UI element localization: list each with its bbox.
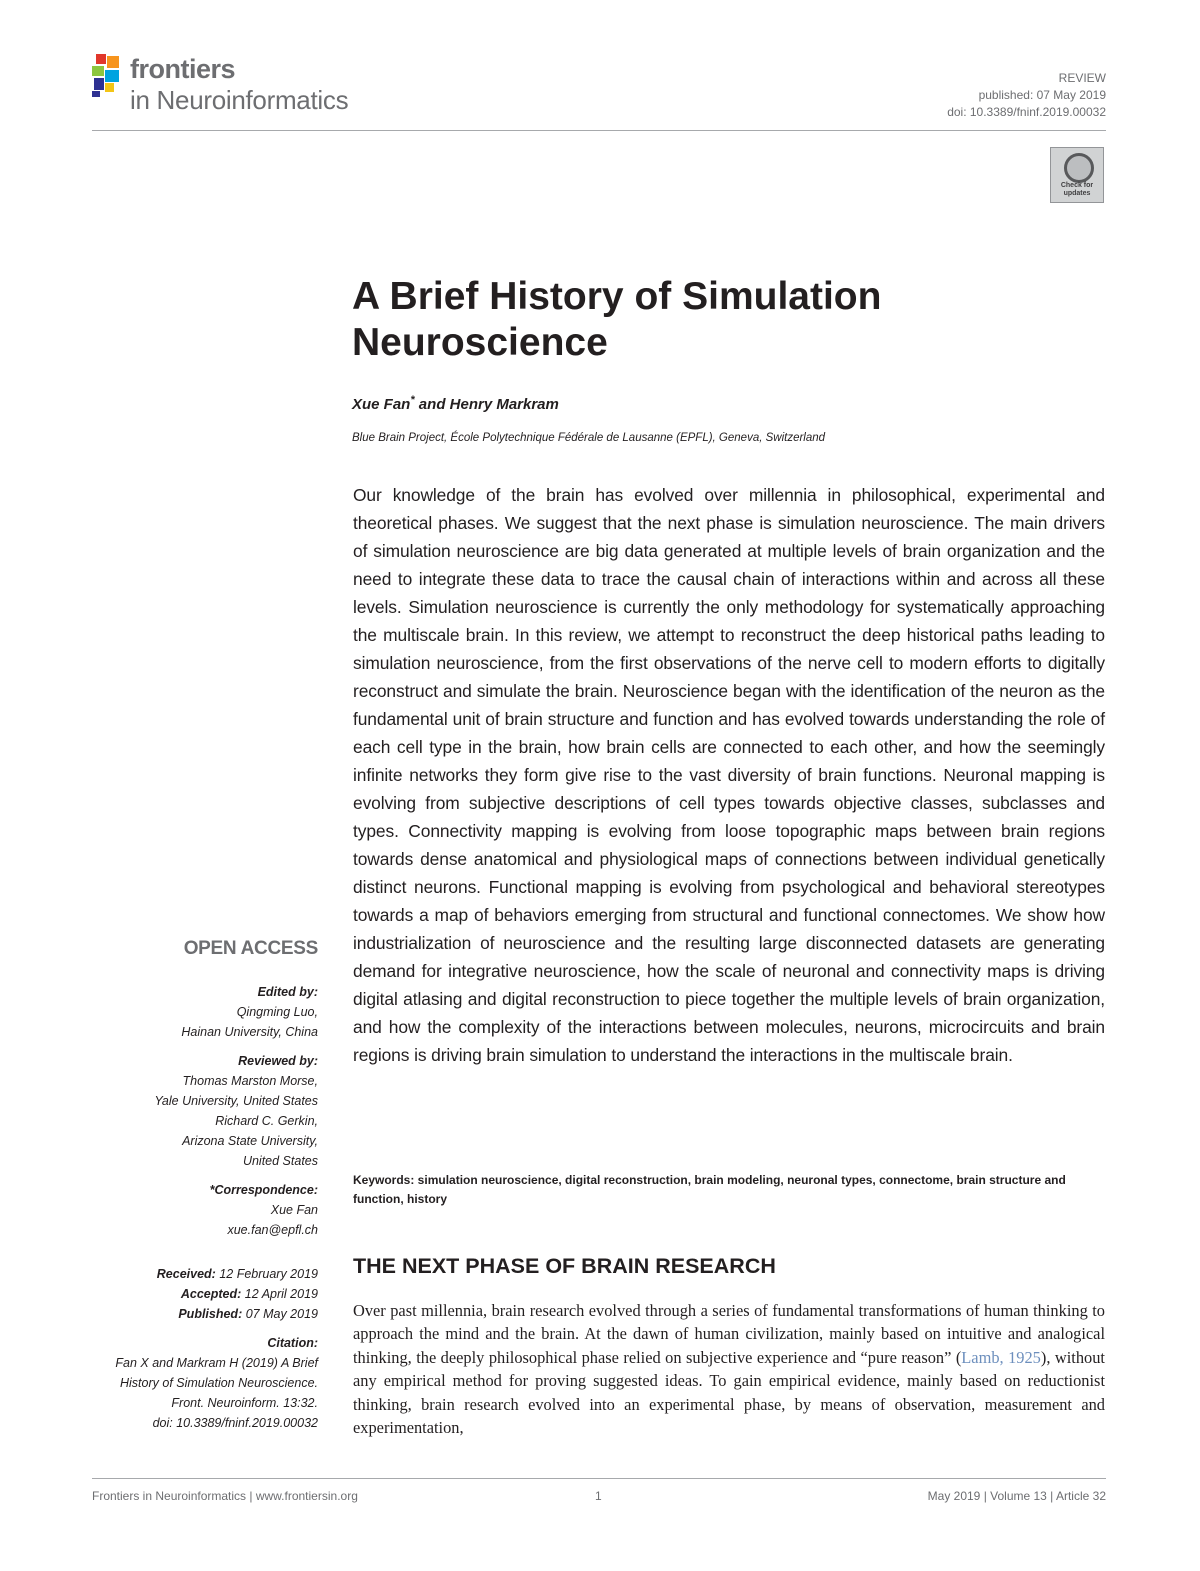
affiliation: Blue Brain Project, École Polytechnique Fédérale de Lausanne (EPFL), Geneva, Switzerland xyxy=(352,432,826,444)
abstract: Our knowledge of the brain has evolved over millennia in philosophical, experimental and theoretical phases. We suggest that the next phase is simulation neuroscience. The main drivers of simulation neuroscience are big data generated at multiple levels of brain organization and the need to integrate these data to trace the causal chain of interactions within and across all these levels. Simulation neuroscience is currently the only methodology for systematically approaching the multiscale brain. In this review, we attempt to reconstruct the deep historical paths leading to simulation neuroscience, from the first observations of the nerve cell to modern efforts to digitally reconstruct and simulate the brain. Neuroscience began with the identification of the neuron as the fundamental unit of brain structure and function and has evolved towards understanding the role of each cell type in the brain, how brain cells are connected to each other, and how the seemingly infinite networks they form give rise to the vast diversity of brain functions. Neuronal mapping is evolving from subjective descriptions of cell types towards objective classes, subclasses and types. Connectivity mapping is evolving from loose topographic maps between brain regions towards dense anatomical and physiological maps of connections between individual genetically distinct neurons. Functional mapping is evolving from psychological and behavioral stereotypes towards a map of behaviors emerging from structural and functional connectomes. We show how industrialization of neuroscience and the resulting large disconnected datasets are generating demand for integrative neuroscience, how the scale of neuronal and connectivity maps is driving digital atlasing and digital reconstruction to piece together the multiple levels of brain organization, and how the complexity of the interactions between molecules, neurons, microcircuits and brain regions is driving brain simulation to understand the interactions in the multiscale brain. xyxy=(353,485,1105,1065)
update-icon xyxy=(1064,153,1094,183)
editor-name: Qingming Luo, xyxy=(236,1005,318,1019)
journal-brand: frontiers xyxy=(130,54,236,84)
correspondence-email[interactable]: xue.fan@epfl.ch xyxy=(227,1223,318,1237)
open-access-label: OPEN ACCESS xyxy=(183,938,318,959)
editor-affiliation: Hainan University, China xyxy=(181,1025,318,1039)
body-text: Over past millennia, brain research evolved through a series of fundamental transformations of human thinking to approach the mind and the brain. At the dawn of human civilization, mainly based on intuitive and analogical thinking, the deeply philosophical phase relied on subjective experience and “pure reason” ( xyxy=(353,1301,1105,1367)
edited-by-label: Edited by: xyxy=(257,985,318,999)
footer-journal-link[interactable]: Frontiers in Neuroinformatics | www.frontiersin.org xyxy=(92,1489,358,1503)
citation-link[interactable]: Lamb, 1925 xyxy=(961,1347,1041,1367)
reviewer-name: Thomas Marston Morse, xyxy=(182,1074,318,1088)
article-title xyxy=(352,274,1072,366)
citation-text: Fan X and Markram H (2019) A Brief xyxy=(115,1356,318,1370)
journal-logo xyxy=(90,52,390,122)
author-name[interactable]: and Henry Markram xyxy=(414,396,559,413)
journal-name: in Neuroinformatics xyxy=(130,85,349,115)
doi-link[interactable]: doi: 10.3389/fninf.2019.00032 xyxy=(947,105,1106,119)
article-sidebar xyxy=(78,938,318,1433)
citation-doi[interactable]: doi: 10.3389/fninf.2019.00032 xyxy=(152,1416,318,1430)
keywords: Keywords: simulation neuroscience, digital reconstruction, brain modeling, neuronal types, connectome, brain structure and function, history xyxy=(353,1173,1066,1206)
check-for-updates-button[interactable] xyxy=(1050,147,1104,203)
received-date: Received: 12 February 2019 xyxy=(156,1267,318,1281)
corresponding-mark: * xyxy=(410,394,415,406)
citation-label: Citation: xyxy=(267,1336,318,1350)
title-line-2: Neuroscience xyxy=(352,321,608,364)
correspondence-label: *Correspondence: xyxy=(209,1183,318,1197)
check-for-updates-label: Check for updates xyxy=(1060,182,1094,197)
header-divider xyxy=(92,130,1106,131)
section-heading: THE NEXT PHASE OF BRAIN RESEARCH xyxy=(353,1254,776,1278)
footer-issue-info: May 2019 | Volume 13 | Article 32 xyxy=(927,1489,1106,1503)
published-date: published: 07 May 2019 xyxy=(978,88,1106,102)
body-paragraph xyxy=(353,1299,1105,1439)
reviewer-name: Richard C. Gerkin, xyxy=(215,1114,318,1128)
reviewer-affiliation: Yale University, United States xyxy=(154,1094,318,1108)
citation-text: Front. Neuroinform. 13:32. xyxy=(171,1396,318,1410)
correspondence-name: Xue Fan xyxy=(270,1203,318,1217)
author-name[interactable]: Xue Fan xyxy=(352,396,411,413)
reviewer-affiliation: Arizona State University, xyxy=(182,1134,318,1148)
page-number: 1 xyxy=(595,1489,602,1503)
citation-text: History of Simulation Neuroscience. xyxy=(120,1376,318,1390)
reviewer-affiliation: United States xyxy=(242,1154,318,1168)
title-line-1: A Brief History of Simulation xyxy=(352,275,882,318)
reviewed-by-label: Reviewed by: xyxy=(238,1054,318,1068)
published-date-sidebar: Published: 07 May 2019 xyxy=(178,1307,318,1321)
article-type: REVIEW xyxy=(1058,71,1106,85)
body-text: ), without any empirical method for proving suggested ideas. To gain empirical evidence, mainly based on reductionist thinking, brain research evolved into an experimental phase, by means of observation, measurement and experimentation, xyxy=(353,1347,1105,1438)
frontiers-logo-icon xyxy=(90,52,130,100)
footer-divider xyxy=(92,1478,1106,1479)
accepted-date: Accepted: 12 April 2019 xyxy=(180,1287,318,1301)
author-list xyxy=(352,394,559,413)
